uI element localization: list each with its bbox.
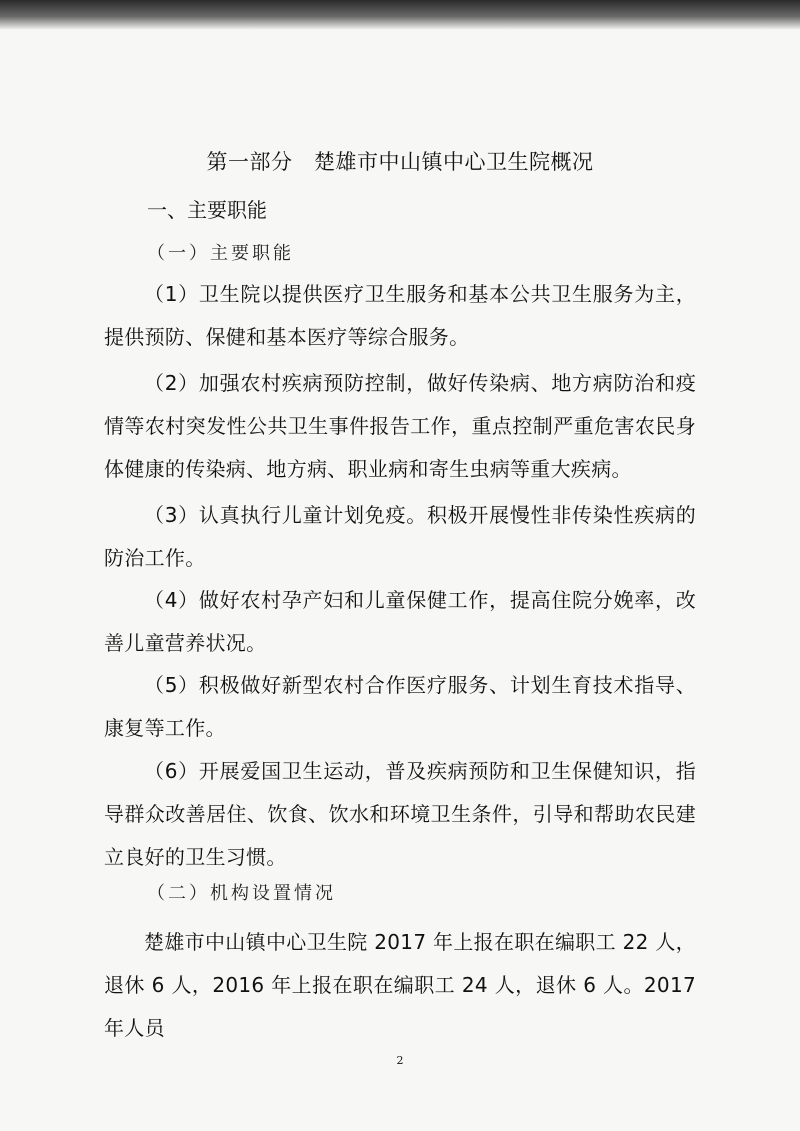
section-heading: 一、主要职能 <box>147 198 267 222</box>
subsection-heading-structure: （二）机构设置情况 <box>147 883 336 904</box>
paragraph-item-5: （5）积极做好新型农村合作医疗服务、计划生育技术指导、康复等工作。 <box>104 673 696 740</box>
paragraph-staff: 楚雄市中山镇中心卫生院 2017 年上报在职在编职工 22 人，退休 6 人，2016 年上报在职在编职工 24 人，退休 6 人。2017 年人员 <box>104 930 696 1040</box>
page-number: 2 <box>396 1054 404 1067</box>
paragraph-item-3: （3）认真执行儿童计划免疫。积极开展慢性非传染性疾病的防治工作。 <box>104 503 696 570</box>
paragraph-item-1: （1）卫生院以提供医疗卫生服务和基本公共卫生服务为主，提供预防、保健和基本医疗等综合服务。 <box>104 282 696 349</box>
page-title: 第一部分 楚雄市中山镇中心卫生院概况 <box>206 150 594 174</box>
paragraph-item-6: （6）开展爱国卫生运动，普及疾病预防和卫生保健知识，指导群众改善居住、饮食、饮水和环境卫生条件，引导和帮助农民建立良好的卫生习惯。 <box>104 759 696 869</box>
subsection-heading-functions: （一）主要职能 <box>147 243 294 264</box>
paragraph-item-4: （4）做好农村孕产妇和儿童保健工作，提高住院分娩率，改善儿童营养状况。 <box>104 588 696 655</box>
paragraph-item-2: （2）加强农村疾病预防控制，做好传染病、地方病防治和疫情等农村突发性公共卫生事件报告工作，重点控制严重危害农民身体健康的传染病、地方病、职业病和寄生虫病等重大疾病。 <box>104 371 696 481</box>
